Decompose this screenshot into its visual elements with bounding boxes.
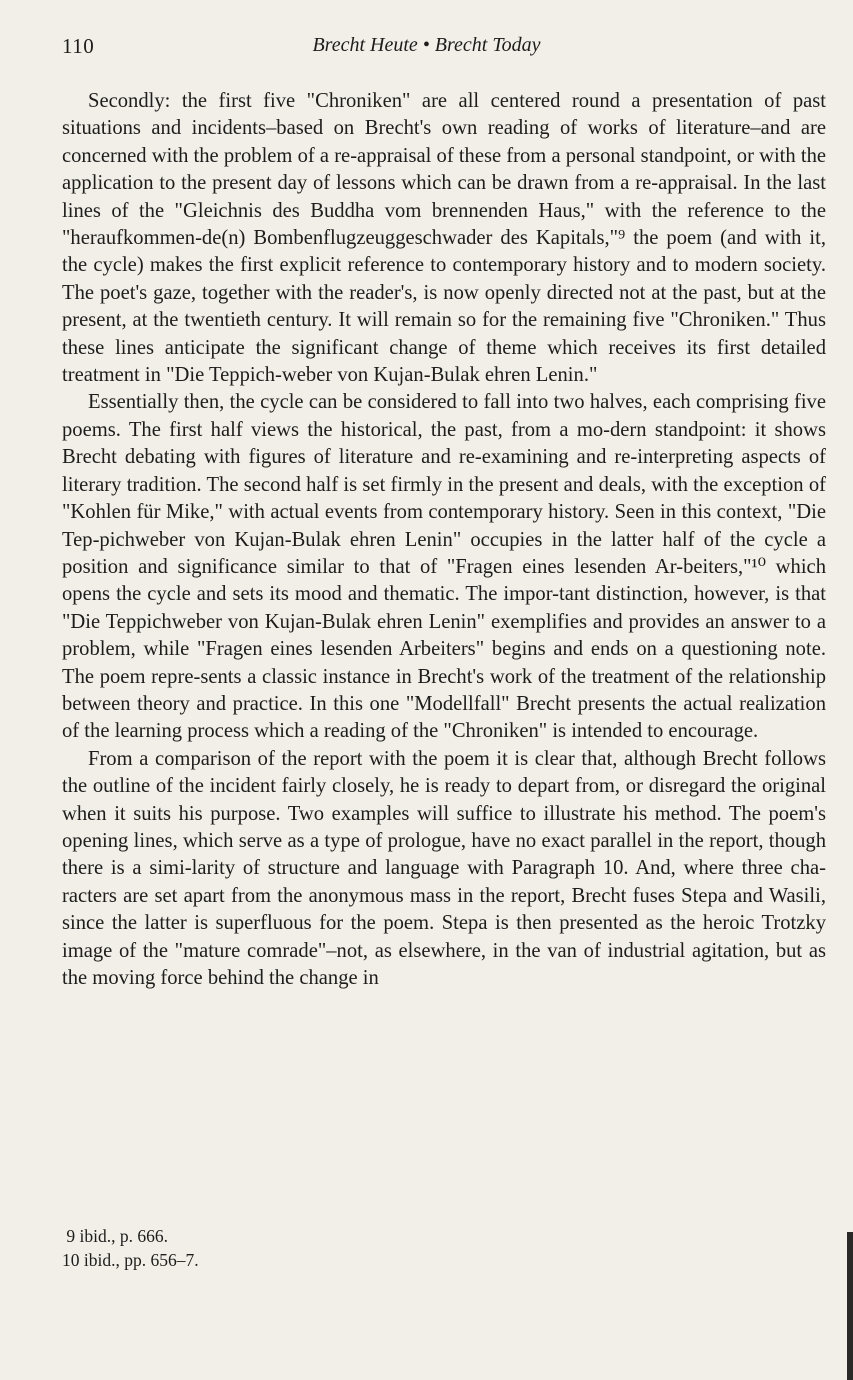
paragraph: Secondly: the first five "Chroniken" are all centered round a presentation of past situations and incidents–based on Brecht's own reading of works of literature–and are concerned with the problem of a re-appraisal of these from a personal standpoint, or with the application to the present day of lessons which can be drawn from a re-appraisal. In the last lines of the "Gleichnis des Buddha vom brennenden Haus," with the reference to the "heraufkommen-de(n) Bombenflugzeuggeschwader des Kapitals,"⁹ the poem (and with it, the cycle) makes the first explicit reference to contemporary history and to modern society. The poet's gaze, together with the reader's, is now openly directed not at the past, but at the present, at the twentieth century. It will remain so for the remaining five "Chroniken." Thus these lines anticipate the significant change of theme which receives its first detailed treatment in "Die Teppich-weber von Kujan-Bulak ehren Lenin." [62,90,826,387]
footnote: 10 ibid., pp. 656–7. [62,1250,199,1270]
running-title: Brecht Heute • Brecht Today [312,34,541,56]
footnotes [62,1224,562,1272]
scan-edge-mark [847,1232,853,1380]
page-number: 110 [62,34,95,58]
footnote: 9 ibid., p. 666. [62,1226,168,1246]
paragraph: Essentially then, the cycle can be considered to fall into two halves, each comprising five poems. The first half views the historical, the past, from a mo-dern standpoint: it shows Brecht debating with figures of literature and re-examining and re-interpreting aspects of literary tradition. The second half is set firmly in the present and deals, with the exception of "Kohlen für Mike," with actual events from contemporary history. Seen in this context, "Die Tep-pichweber von Kujan-Bulak ehren Lenin" occupies in the latter half of the cycle a position and significance similar to that of "Fragen eines lesenden Ar-beiters,"¹⁰ which opens the cycle and sets its mood and thematic. The impor-tant distinction, however, is that "Die Teppichweber von Kujan-Bulak ehren Lenin" exemplifies and provides an answer to a problem, while "Fragen eines lesenden Arbeiters" begins and ends on a questioning note. The poem repre-sents a classic instance in Brecht's work of the treatment of the relationship between theory and practice. In this one "Modellfall" Brecht presents the actual realization of the learning process which a reading of the "Chroniken" is intended to encourage. [62,391,826,743]
paragraph: From a comparison of the report with the poem it is clear that, although Brecht follows the outline of the incident fairly closely, he is ready to depart from, or disregard the original when it suits his purpose. Two examples will suffice to illustrate his method. The poem's opening lines, which serve as a type of prologue, have no exact parallel in the report, though there is a simi-larity of structure and language with Paragraph 10. And, where three cha-racters are set apart from the anonymous mass in the report, Brecht fuses Stepa and Wasili, since the latter is superfluous for the poem. Stepa is then presented as the heroic Trotzky image of the "mature comrade"–not, as elsewhere, in the van of industrial agitation, but as the moving force behind the change in [62,747,826,989]
body-text [62,88,826,992]
